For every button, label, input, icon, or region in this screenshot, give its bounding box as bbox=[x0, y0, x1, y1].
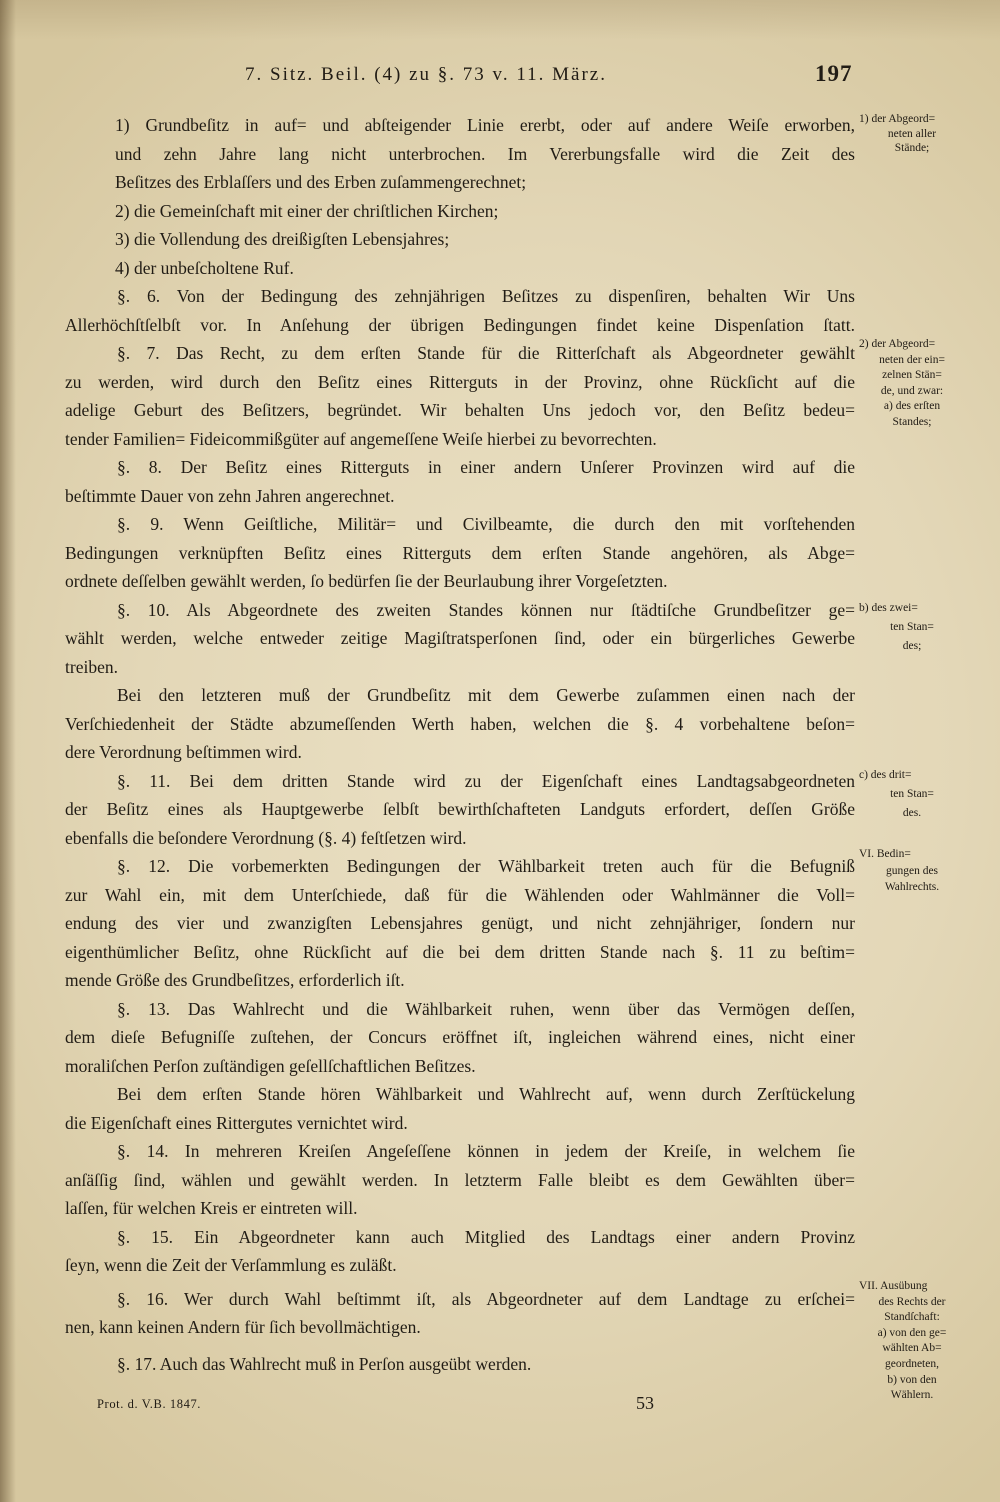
paragraph-section-13 bbox=[65, 995, 855, 1081]
body-line: zur Wahl ein, mit dem Unterſchiede, daß für die Wählenden oder Wahlmänner die Voll= bbox=[65, 884, 855, 905]
body-line: treiben. bbox=[65, 656, 118, 677]
paragraph-section-11 bbox=[65, 767, 855, 853]
body-line: Verſchiedenheit der Städte abzumeſſenden Werth haben, welchen die §. 4 vorbehaltene beſon= bbox=[65, 713, 855, 734]
body-line: §. 11. Bei dem dritten Stande wird zu der Eigenſchaft eines Landtagsabgeordneten bbox=[117, 770, 855, 791]
body-line: §. 15. Ein Abgeordneter kann auch Mitglied des Landtags einer andern Provinz bbox=[117, 1226, 855, 1247]
paragraph-section-12 bbox=[65, 852, 855, 995]
footer-signature: Prot. d. V.B. 1847. bbox=[97, 1397, 202, 1411]
body-line: eigenthümlicher Beſitz, ohne Rückſicht auf die bei dem dritten Stande nach §. 11 zu beſtim= bbox=[65, 941, 855, 962]
body-line: §. 8. Der Beſitz eines Ritterguts in einer andern Unſerer Provinzen wird auf die bbox=[117, 457, 855, 477]
body-line: dem dieſe Befugniſſe zuſtehen, der Concurs eröffnet iſt, ingleichen während eines, nicht einer bbox=[65, 1027, 855, 1047]
body-line: §. 17. Auch das Wahlrecht muß in Perſon ausgeübt werden. bbox=[117, 1353, 532, 1374]
margin-note-line: 2) der Abgeord= bbox=[859, 338, 936, 350]
paragraph bbox=[65, 1080, 855, 1137]
paragraph-section-6 bbox=[65, 282, 855, 339]
body-line: moraliſchen Perſon zuſtändigen geſellſchaftlichen Beſitzes. bbox=[65, 1055, 476, 1076]
paragraph-section-15 bbox=[65, 1223, 855, 1280]
body-line: 4) der unbeſcholtene Ruf. bbox=[115, 257, 294, 278]
margin-note-line: b) des zwei= bbox=[859, 602, 918, 614]
margin-note-line: geordneten, bbox=[885, 1357, 939, 1370]
body-line: ordnete deſſelben gewählt werden, ſo bedürfen ſie der Beurlaubung ihrer Vorgeſetzten. bbox=[65, 571, 668, 591]
margin-note-line: a) des erſten bbox=[883, 400, 941, 412]
body-line: ſeyn, wenn die Zeit der Verſammlung es zuläßt. bbox=[65, 1255, 397, 1275]
body-line: §. 14. In mehreren Kreiſen Angeſeſſene können in jedem der Kreiſe, in welchem ſie bbox=[117, 1141, 855, 1161]
body-line: 3) die Vollendung des dreißigſten Lebensjahres; bbox=[115, 229, 450, 249]
body-line: §. 16. Wer durch Wahl beſtimmt iſt, als Abgeordneter auf dem Landtage zu erſchei= bbox=[117, 1288, 855, 1309]
body-line: tender Familien= Fideicommißgüter auf angemeſſene Weiſe hierbei zu bevorrechten. bbox=[65, 428, 657, 449]
list-item bbox=[65, 254, 855, 283]
margin-note-line: b) von den bbox=[887, 1373, 937, 1386]
body-line: die Eigenſchaft eines Rittergutes vernichtet wird. bbox=[65, 1112, 408, 1133]
margin-note-line: Standſchaft: bbox=[884, 1311, 940, 1324]
body-line: zu werden, wird durch den Beſitz eines Ritterguts in der Provinz, ohne Rückſicht auf die bbox=[65, 371, 855, 392]
body-line: und zehn Jahre lang nicht unterbrochen. Im Vererbungsfalle wird die Zeit des bbox=[115, 143, 855, 164]
margin-note-line: neten der ein= bbox=[879, 353, 945, 366]
body-line: §. 13. Das Wahlrecht und die Wählbarkeit ruhen, wenn über das Vermögen deſſen, bbox=[117, 998, 855, 1019]
margin-note bbox=[859, 1279, 965, 1404]
margin-note-line: Wählern. bbox=[890, 1389, 934, 1402]
body-line: Bedingungen verknüpften Beſitz eines Ritterguts dem erſten Stande angehören, als Abge= bbox=[65, 542, 855, 563]
body-line: Bei den letzteren muß der Grundbeſitz mit dem Gewerbe zuſammen einen nach der bbox=[117, 685, 855, 705]
body-line: dere Verordnung beſtimmen wird. bbox=[65, 742, 302, 762]
body-line: wählt werden, welche entweder zeitige Magiſtratsperſonen ſind, oder ein bürgerliches Gewerbe bbox=[65, 628, 855, 648]
body-line: endung des vier und zwanzigſten Lebensjahres genügt, und nicht zehnjähriger, ſondern nur bbox=[65, 913, 855, 933]
main-text-column bbox=[65, 111, 855, 1378]
paragraph-section-17 bbox=[65, 1350, 855, 1379]
margin-note-line: VII. Ausübung bbox=[859, 1280, 928, 1292]
running-title: 7. Sitz. Beil. (4) zu §. 73 v. 11. März. bbox=[245, 64, 607, 85]
paragraph-section-8 bbox=[65, 453, 855, 510]
sheet-number: 53 bbox=[636, 1393, 654, 1413]
body-line: 2) die Gemeinſchaft mit einer der chriſtlichen Kirchen; bbox=[115, 200, 499, 221]
body-line: anſäſſig ſind, wählen und gewählt werden. In letzterm Falle bleibt es dem Gewählten über= bbox=[65, 1169, 855, 1190]
margin-note-line: a) von den ge= bbox=[877, 1326, 947, 1339]
body-line: nen, kann keinen Andern für ſich bevollmächtigen. bbox=[65, 1317, 421, 1337]
body-line: 1) Grundbeſitz in auf= und abſteigender Linie ererbt, oder auf andere Weiſe erworben, bbox=[115, 115, 855, 135]
margin-note-line: zelnen Stän= bbox=[882, 369, 942, 381]
page-number: 197 bbox=[815, 61, 853, 86]
margin-note-line: VI. Bedin= bbox=[859, 848, 911, 860]
margin-note-line: 1) der Abgeord= bbox=[859, 113, 936, 125]
body-line: mende Größe des Grundbeſitzes, erforderlich iſt. bbox=[65, 970, 405, 990]
margin-note-line: c) des drit= bbox=[859, 769, 912, 781]
body-line: laſſen, für welchen Kreis er eintreten will. bbox=[65, 1198, 358, 1218]
paragraph bbox=[65, 681, 855, 767]
body-line: Allerhöchſtſelbſt vor. In Anſehung der übrigen Bedingungen findet keine Dispenſation ſtatt. bbox=[65, 314, 855, 335]
body-line: ebenfalls die beſondere Verordnung (§. 4) feſtſetzen wird. bbox=[65, 827, 467, 848]
margin-note-line: Standes; bbox=[892, 415, 932, 428]
margin-note-line: neten aller bbox=[887, 127, 937, 140]
margin-note-line: Stände; bbox=[894, 142, 930, 154]
margin-note bbox=[859, 337, 965, 430]
margin-note-line: ten Stan= bbox=[890, 788, 934, 800]
margin-note-line: Wahlrechts. bbox=[884, 881, 940, 893]
margin-note-line: des. bbox=[902, 807, 922, 819]
margin-note-line: de, und zwar: bbox=[880, 384, 944, 397]
margin-note bbox=[859, 112, 965, 156]
paragraph-section-10 bbox=[65, 596, 855, 682]
margin-note bbox=[859, 599, 965, 656]
paragraph-section-9 bbox=[65, 510, 855, 596]
margin-note bbox=[859, 846, 965, 896]
margin-note-line: des Rechts der bbox=[878, 1295, 946, 1308]
margin-note bbox=[859, 766, 965, 823]
body-line: Bei dem erſten Stande hören Wählbarkeit und Wahlrecht auf, wenn durch Zerſtückelung bbox=[117, 1084, 855, 1104]
body-line: §. 7. Das Recht, zu dem erſten Stande für die Ritterſchaft als Abgeordneter gewählt bbox=[117, 343, 855, 363]
body-line: der Beſitz eines als Hauptgewerbe ſelbſt bewirthſchafteten Landguts erfordert, deſſen Größe bbox=[65, 799, 855, 819]
paragraph-section-7 bbox=[65, 339, 855, 453]
list-item bbox=[65, 197, 855, 226]
body-line: adelige Geburt des Beſitzers, begründet. Wir behalten Uns jedoch vor, den Beſitz bedeu= bbox=[65, 400, 855, 420]
list-item bbox=[65, 111, 855, 197]
margin-note-line: wählten Ab= bbox=[882, 1342, 942, 1355]
body-line: §. 12. Die vorbemerkten Bedingungen der Wählbarkeit treten auch für die Befugniß bbox=[117, 856, 855, 876]
paragraph-section-14 bbox=[65, 1137, 855, 1223]
body-line: §. 9. Wenn Geiſtliche, Militär= und Civilbeamte, die durch den mit vorſtehenden bbox=[117, 514, 855, 534]
body-line: Beſitzes des Erblaſſers und des Erben zuſammengerechnet; bbox=[115, 172, 527, 192]
body-line: beſtimmte Dauer von zehn Jahren angerechnet. bbox=[65, 485, 395, 506]
body-line: §. 6. Von der Bedingung des zehnjährigen Beſitzes zu dispenſiren, behalten Wir Uns bbox=[117, 286, 855, 306]
margin-note-line: des; bbox=[902, 640, 922, 652]
paragraph-section-16 bbox=[65, 1285, 855, 1342]
margin-note-line: gungen des bbox=[885, 864, 939, 877]
list-item bbox=[65, 225, 855, 254]
margin-note-line: ten Stan= bbox=[890, 621, 934, 633]
body-line: §. 10. Als Abgeordnete des zweiten Standes können nur ſtädtiſche Grundbeſitzer ge= bbox=[117, 599, 855, 620]
